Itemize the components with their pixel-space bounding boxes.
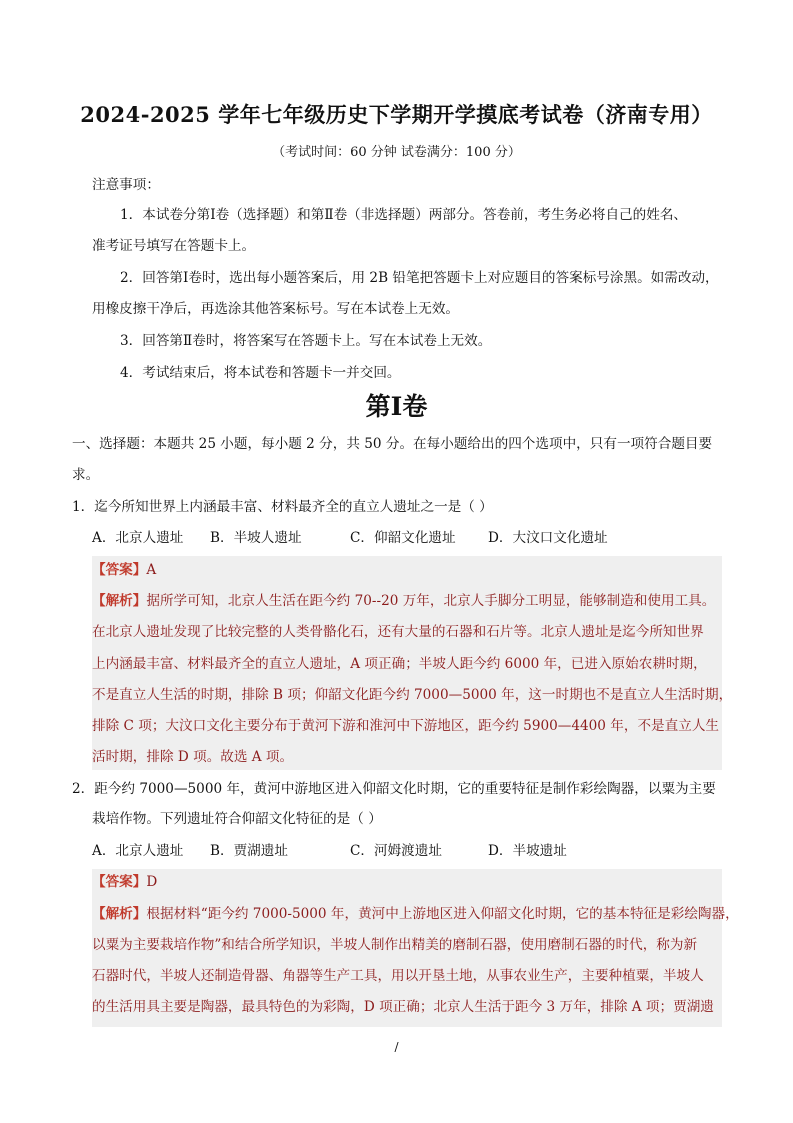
- notes-heading: 注意事项：: [92, 177, 160, 193]
- section-title: 第Ⅰ卷: [365, 392, 428, 421]
- question-1-option-c: C．仰韶文化遗址: [350, 530, 456, 546]
- question-1-analysis-line-4: 不是直立人生活的时期，排除 B 项；仰韶文化距今约 7000—5000 年，这一时期也不是直立人生活时期，: [92, 687, 733, 703]
- exam-subtitle: （考试时间：60 分钟 试卷满分：100 分）: [272, 145, 521, 160]
- question-1-analysis-line-6: 活时期，排除 D 项。故选 A 项。: [92, 749, 294, 765]
- question-2-analysis-line-3: 石器时代，半坡人还制造骨器、角器等生产工具，用以开垦土地，从事农业生产，主要种植粟，半坡人: [92, 968, 704, 984]
- note-1-line-2: 准考证号填写在答题卡上。: [92, 238, 256, 254]
- note-2-line-2: 用橡皮擦干净后，再选涂其他答案标号。写在本试卷上无效。: [92, 301, 460, 317]
- question-1-option-d: D．大汶口文化遗址: [488, 530, 608, 546]
- question-2-stem-line-1: 2．距今约 7000—5000 年，黄河中游地区进入仰韶文化时期，它的重要特征是制作彩绘陶器，以粟为主要: [72, 781, 716, 797]
- exam-title: 2024-2025 学年七年级历史下学期开学摸底考试卷（济南专用）: [80, 102, 713, 127]
- question-2-option-c: C．河姆渡遗址: [350, 843, 442, 859]
- question-2-answer: [92, 872, 157, 892]
- question-2-option-d: D．半坡遗址: [488, 843, 567, 859]
- question-2-option-b: B．贾湖遗址: [210, 843, 288, 859]
- note-3: 3．回答第Ⅱ卷时，将答案写在答题卡上。写在本试卷上无效。: [120, 333, 492, 349]
- page-footer: /: [394, 1040, 399, 1054]
- question-2-analysis-line-2: 以粟为主要栽培作物”和结合所学知识，半坡人制作出精美的磨制石器，使用磨制石器的时代，称为新: [92, 937, 698, 953]
- analysis-text: 据所学可知，北京人生活在距今约 70--20 万年，北京人手脚分工明显，能够制造和使用工具。: [146, 593, 716, 609]
- question-1-option-a: A．北京人遗址: [92, 530, 184, 546]
- analysis-tag: 【解析】: [92, 593, 147, 609]
- analysis-tag: 【解析】: [92, 906, 147, 922]
- question-1-option-b: B．半坡人遗址: [210, 530, 302, 546]
- note-2-line-1: 2．回答第Ⅰ卷时，选出每小题答案后，用 2B 铅笔把答题卡上对应题目的答案标号涂黑。如需改动，: [120, 270, 719, 286]
- note-4: 4．考试结束后，将本试卷和答题卡一并交回。: [120, 365, 401, 381]
- question-1-analysis-line-2: 在北京人遗址发现了比较完整的人类骨骼化石，还有大量的石器和石片等。北京人遗址是迄今所知世界: [92, 624, 704, 640]
- answer-value: D: [146, 874, 158, 890]
- answer-tag: 【答案】: [92, 562, 147, 578]
- question-1-analysis-line-5: 排除 C 项；大汶口文化主要分布于黄河下游和淮河中下游地区，距今约 5900—4400 年，不是直立人生: [92, 718, 720, 734]
- answer-value: A: [146, 562, 157, 578]
- question-1-analysis-line-3: 上内涵最丰富、材料最齐全的直立人遗址，A 项正确；半坡人距今约 6000 年，已进入原始农耕时期，: [92, 656, 707, 672]
- question-1-analysis-line-1: [92, 591, 715, 611]
- question-2-analysis-line-4: 的生活用具主要是陶器，最具特色的为彩陶，D 项正确；北京人生活于距今 3 万年，排除 A 项；贾湖遗: [92, 999, 714, 1015]
- section-intro-line-2: 求。: [72, 467, 100, 483]
- analysis-text: 根据材料“距今约 7000-5000 年，黄河中上游地区进入仰韶文化时期，它的基本特征是彩绘陶器，: [146, 906, 739, 922]
- question-1-answer: [92, 560, 156, 580]
- question-2-option-a: A．北京人遗址: [92, 843, 184, 859]
- section-intro-line-1: 一、选择题：本题共 25 小题，每小题 2 分，共 50 分。在每小题给出的四个选项中，只有一项符合题目要: [72, 436, 713, 452]
- question-1-stem: 1．迄今所知世界上内涵最丰富、材料最齐全的直立人遗址之一是（ ）: [72, 499, 493, 515]
- note-1-line-1: 1．本试卷分第Ⅰ卷（选择题）和第Ⅱ卷（非选择题）两部分。答卷前，考生务必将自己的姓名、: [120, 207, 688, 223]
- question-2-analysis-line-1: [92, 904, 739, 924]
- question-2-stem-line-2: 栽培作物。下列遗址符合仰韶文化特征的是（ ）: [92, 811, 382, 827]
- answer-tag: 【答案】: [92, 874, 147, 890]
